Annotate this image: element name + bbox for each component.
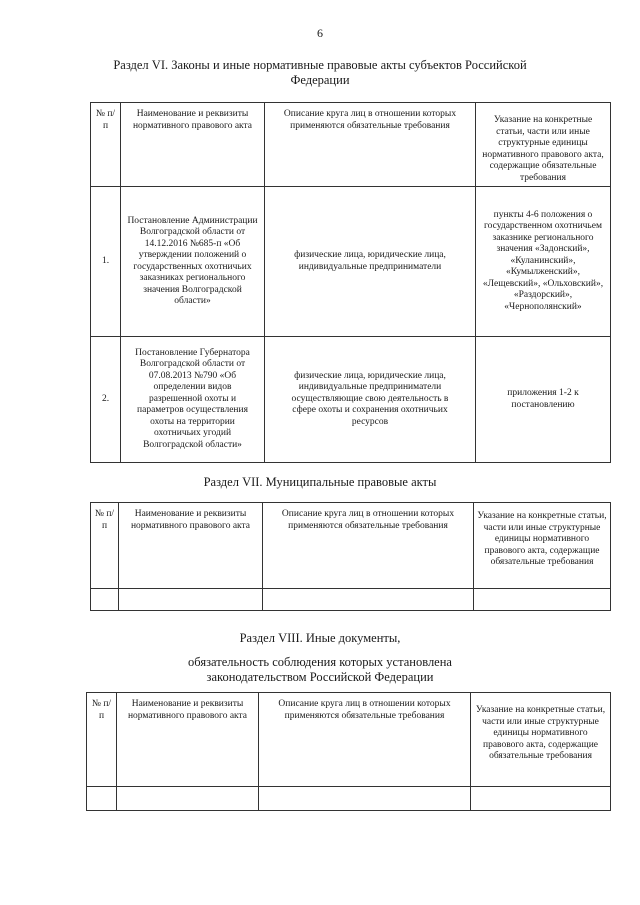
section8-subtitle-line1: обязательность соблюдения которых установлена	[188, 655, 452, 669]
row-name: Постановление Администрации Волгоградской области от 14.12.2016 №685-п «Об утверждении положений о государственных охотничьих заказниках регионального значения Волгоградской области»	[121, 187, 265, 337]
row-articles: пункты 4-6 положения о государственном охотничьем заказнике регионального значения «Задонский», «Куланинский», «Кумылженский», «Лещевский», «Ольховский», «Раздорский», «Чернополянский»	[476, 187, 611, 337]
header-articles: Указание на конкретные статьи, части или иные структурные единицы нормативного правового акта, содержащие обязательные требования	[474, 503, 611, 589]
page-number: 6	[317, 26, 323, 40]
empty-cell	[119, 589, 263, 611]
row-description: физические лица, юридические лица, индивидуальные предприниматели	[265, 187, 476, 337]
table-header-row	[87, 693, 611, 787]
header-articles: Указание на конкретные статьи, части или иные структурные единицы нормативного правового акта, содержащие обязательные требования	[471, 693, 611, 787]
section8-table	[86, 692, 611, 811]
table-row	[91, 589, 611, 611]
header-name: Наименование и реквизиты нормативного правового акта	[119, 503, 263, 589]
header-name: Наименование и реквизиты нормативного правового акта	[121, 103, 265, 187]
header-description: Описание круга лиц в отношении которых применяются обязательные требования	[263, 503, 474, 589]
section8-title: Раздел VIII. Иные документы,	[239, 631, 401, 645]
table-header-row	[91, 103, 611, 187]
section8-subtitle-line2: законодательством Российской Федерации	[206, 670, 434, 684]
header-articles: Указание на конкретные статьи, части или иные структурные единицы нормативного правового акта, содержащие обязательные требования	[476, 103, 611, 187]
row-description: физические лица, юридические лица, индивидуальные предприниматели осуществляющие свою деятельность в сфере охоты и сохранения охотничьих ресурсов	[265, 337, 476, 463]
section6-title	[0, 58, 640, 88]
empty-cell	[474, 589, 611, 611]
header-description: Описание круга лиц в отношении которых применяются обязательные требования	[259, 693, 471, 787]
section7-title: Раздел VII. Муниципальные правовые акты	[203, 475, 437, 489]
empty-cell	[117, 787, 259, 811]
section6-title-line1: Раздел VI. Законы и иные нормативные правовые акты субъектов Российской	[113, 58, 527, 72]
section7-table	[90, 502, 611, 611]
table-row	[91, 337, 611, 463]
empty-cell	[471, 787, 611, 811]
row-name: Постановление Губернатора Волгоградской области от 07.08.2013 №790 «Об определении видов разрешенной охоты и параметров осуществления охоты на территории охотничьих угодий Волгоградской области»	[121, 337, 265, 463]
header-num: № п/п	[87, 693, 117, 787]
table-header-row	[91, 503, 611, 589]
empty-cell	[87, 787, 117, 811]
header-name: Наименование и реквизиты нормативного правового акта	[117, 693, 259, 787]
section8-subtitle	[0, 655, 640, 685]
empty-cell	[263, 589, 474, 611]
row-num: 2.	[91, 337, 121, 463]
row-num: 1.	[91, 187, 121, 337]
header-num: № п/п	[91, 103, 121, 187]
row-articles: приложения 1-2 к постановлению	[476, 337, 611, 463]
empty-cell	[259, 787, 471, 811]
header-num: № п/п	[91, 503, 119, 589]
empty-cell	[91, 589, 119, 611]
header-description: Описание круга лиц в отношении которых применяются обязательные требования	[265, 103, 476, 187]
section6-title-line2: Федерации	[290, 73, 350, 87]
table-row	[91, 187, 611, 337]
table-row	[87, 787, 611, 811]
section6-table	[90, 102, 611, 463]
